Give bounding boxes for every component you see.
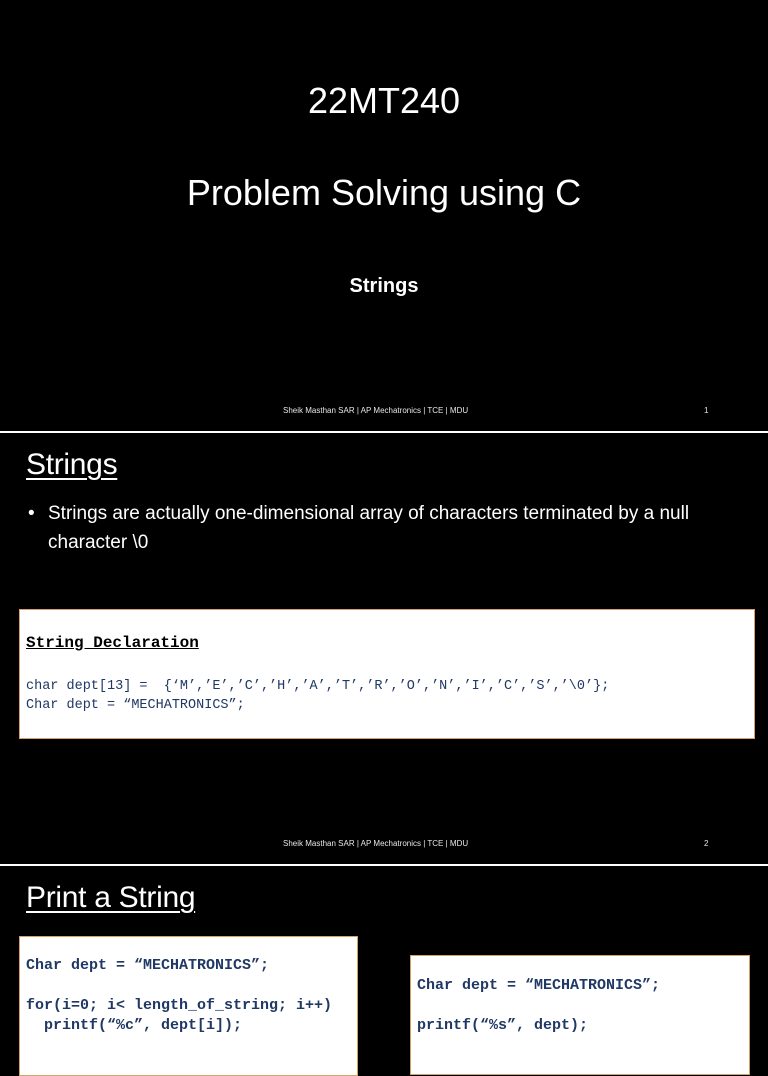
page-number: 2 [704,839,709,848]
code-line: char dept[13] = {‘M’,’E’,’C’,’H’,’A’,’T’,’R’,’O’,’N’,’I’,’C’,’S’,’\0’}; [26,679,610,694]
slide-footer: Sheik Masthan SAR | AP Mechatronics | TCE | MDU [283,406,469,415]
topic-subtitle: Strings [349,275,419,297]
slide-title: Strings [26,448,118,481]
code-line: printf(“%s”, dept); [417,1017,589,1034]
course-code: 22MT240 [307,80,461,121]
slide-3 [0,866,768,1034]
code-line: Char dept = “MECHATRONICS”; [417,977,661,994]
bullet-dot: • [28,503,35,524]
bullet-text: Strings are actually one-dimensional array of characters terminated by a null character \0 [48,503,690,553]
slide-footer: Sheik Masthan SAR | AP Mechatronics | TCE | MDU [283,839,469,848]
code-box-declaration [19,609,755,739]
code-line: Char dept = “MECHATRONICS”; [26,957,270,974]
slide-title: Print a String [26,881,196,914]
page-number: 1 [704,406,709,415]
slide-1 [0,0,768,431]
code-box-format-print [410,955,750,1075]
code-line: Char dept = “MECHATRONICS”; [26,698,245,713]
course-title: Problem Solving using C [186,172,582,213]
code-line: for(i=0; i< length_of_string; i++) [26,997,333,1014]
code-heading: String Declaration [26,634,199,652]
bullet-item [28,499,758,557]
code-line: printf(“%c”, dept[i]); [26,1017,243,1034]
slide-2 [0,433,768,864]
code-box-loop-print [19,936,358,1076]
